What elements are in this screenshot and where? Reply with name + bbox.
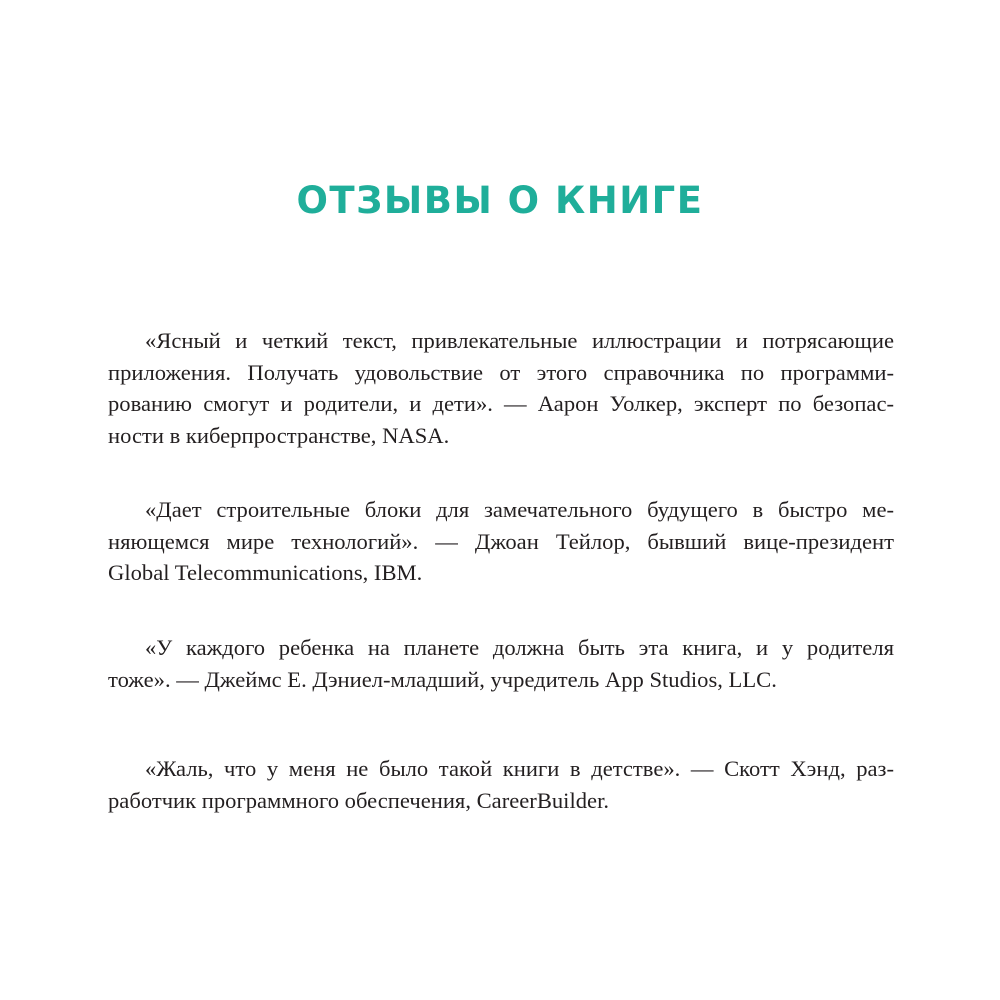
review-line: «У каждого ребенка на планете должна быть эта книга, и у родителя	[145, 635, 894, 660]
review-line: Global Telecommunications, IBM.	[108, 560, 423, 585]
review-line: работчик программного обеспечения, CareerBuilder.	[108, 787, 609, 813]
review-line: «Жаль, что у меня не было такой книги в детстве». — Скотт Хэнд, раз-	[145, 756, 894, 781]
review-line: приложения. Получать удовольствие от этого справочника по программи-	[108, 359, 894, 385]
review-quote-3	[108, 632, 894, 695]
review-line: «Ясный и четкий текст, привлекательные иллюстрации и потрясающие	[145, 328, 894, 353]
review-quote-1	[108, 325, 894, 451]
review-line: тоже». — Джеймс Е. Дэниел-младший, учредитель App Studios, LLC.	[108, 666, 777, 692]
review-line: «Дает строительные блоки для замечательного будущего в быстро ме-	[145, 497, 894, 522]
review-line: няющемся мире технологий». — Джоан Тейлор, бывший вице-президент	[108, 528, 894, 554]
review-quote-4	[108, 753, 894, 816]
review-line: ности в киберпространстве, NASA.	[108, 422, 450, 448]
review-line: рованию смогут и родители, и дети». — Аарон Уолкер, эксперт по безопас-	[108, 391, 894, 416]
review-quote-2	[108, 494, 894, 589]
page-title: ОТЗЫВЫ О КНИГЕ	[296, 179, 704, 222]
